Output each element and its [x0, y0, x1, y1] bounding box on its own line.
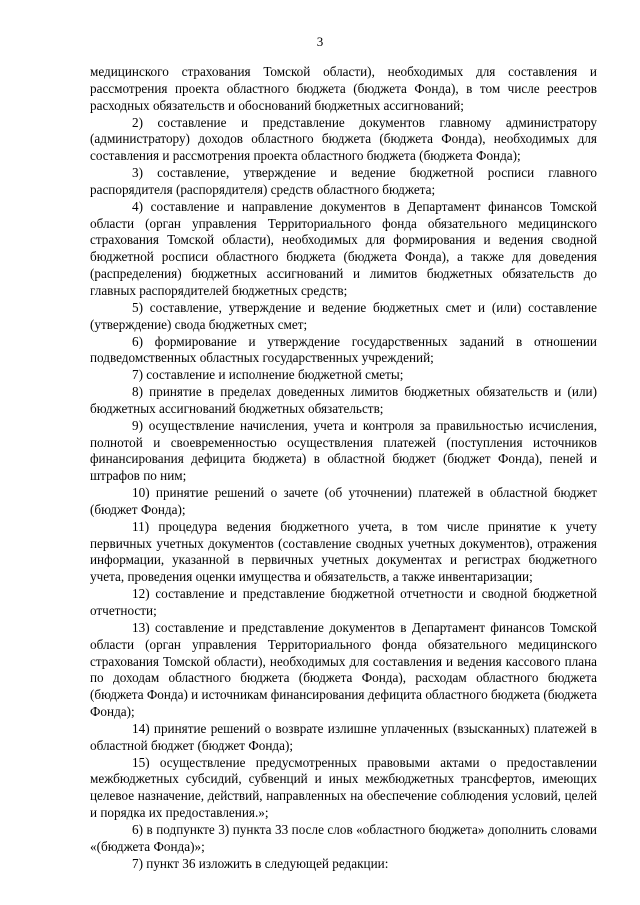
paragraph-item-6: 6) формирование и утверждение государственных заданий в отношении подведомственных областных государственных учреждений; — [90, 333, 597, 366]
document-body — [90, 64, 597, 873]
paragraph-amendment-6: 6) в подпункте 3) пункта 33 после слов «областного бюджета» дополнить словами «(бюджета Фонда)»; — [90, 821, 597, 854]
paragraph-item-10: 10) принятие решений о зачете (об уточнении) платежей в областной бюджет (бюджет Фонда); — [90, 485, 597, 517]
paragraph-item-5: 5) составление, утверждение и ведение бюджетных смет и (или) составление (утверждение) свода бюджетных смет; — [90, 299, 597, 332]
paragraph-item-11: 11) процедура ведения бюджетного учета, в том числе принятие к учету первичных учетных документов (составление сводных учетных документов), отражения информации, указанной в первичных учетных документах и регистрах бюджетного учета, проведения оценки имущества и обязательств, а также инвентаризации; — [90, 518, 597, 585]
paragraph-item-2: 2) составление и представление документов главному администратору (администратору) доходов областного бюджета (бюджета Фонда), необходимых для составления и рассмотрения проекта областного бюджета (бюджета Фонда); — [90, 114, 597, 164]
paragraph-item-14: 14) принятие решений о возврате излишне уплаченных (взысканных) платежей в областной бюджет (бюджет Фонда); — [90, 720, 597, 753]
paragraph-item-13: 13) составление и представление документов в Департамент финансов Томской области (орган управления Территориального фонда обязательного медицинского страхования Томской области), необходимых для составления и ведения кассового плана по доходам областного бюджета (бюджета Фонда), расходам областного бюджета (бюджета Фонда) и источникам финансирования дефицита областного бюджета (бюджета Фонда); — [90, 619, 597, 720]
paragraph-item-15: 15) осуществление предусмотренных правовыми актами о предоставлении межбюджетных субсидий, субвенций и иных межбюджетных трансфертов, имеющих целевое назначение, действий, направленных на обеспечение соблюдения условий, целей и порядка их предоставления.»; — [90, 754, 597, 821]
paragraph-item-7: 7) составление и исполнение бюджетной сметы; — [132, 367, 404, 383]
paragraph-continuation: медицинского страхования Томской области), необходимых для составления и рассмотрения проекта областного бюджета (бюджета Фонда), в том числе реестров расходных обязательств и обоснований бюджетных ассигнований; — [90, 64, 597, 113]
paragraph-amendment-7: 7) пункт 36 изложить в следующей редакции: — [132, 855, 389, 871]
paragraph-item-9: 9) осуществление начисления, учета и контроля за правильностью исчисления, полнотой и своевременностью осуществления платежей (поступления источников финансирования дефицита бюджета) в областной бюджет (бюджет Фонда), пеней и штрафов по ним; — [90, 417, 597, 484]
paragraph-item-3: 3) составление, утверждение и ведение бюджетной росписи главного распорядителя (распорядителя) средств областного бюджета; — [90, 165, 597, 197]
paragraph-item-12: 12) составление и представление бюджетной отчетности и сводной бюджетной отчетности; — [90, 586, 597, 618]
paragraph-item-8: 8) принятие в пределах доведенных лимитов бюджетных обязательств и (или) бюджетных ассигнований бюджетных обязательств; — [90, 384, 597, 416]
paragraph-item-4: 4) составление и направление документов в Департамент финансов Томской области (орган управления Территориального фонда обязательного медицинского страхования Томской области), необходимых для формирования и ведения сводной бюджетной росписи областного бюджета (бюджета Фонда), а также для доведения (распределения) бюджетных ассигнований и лимитов бюджетных обязательств до главных распорядителей бюджетных средств; — [90, 198, 597, 298]
page-number: 3 — [316, 34, 324, 49]
